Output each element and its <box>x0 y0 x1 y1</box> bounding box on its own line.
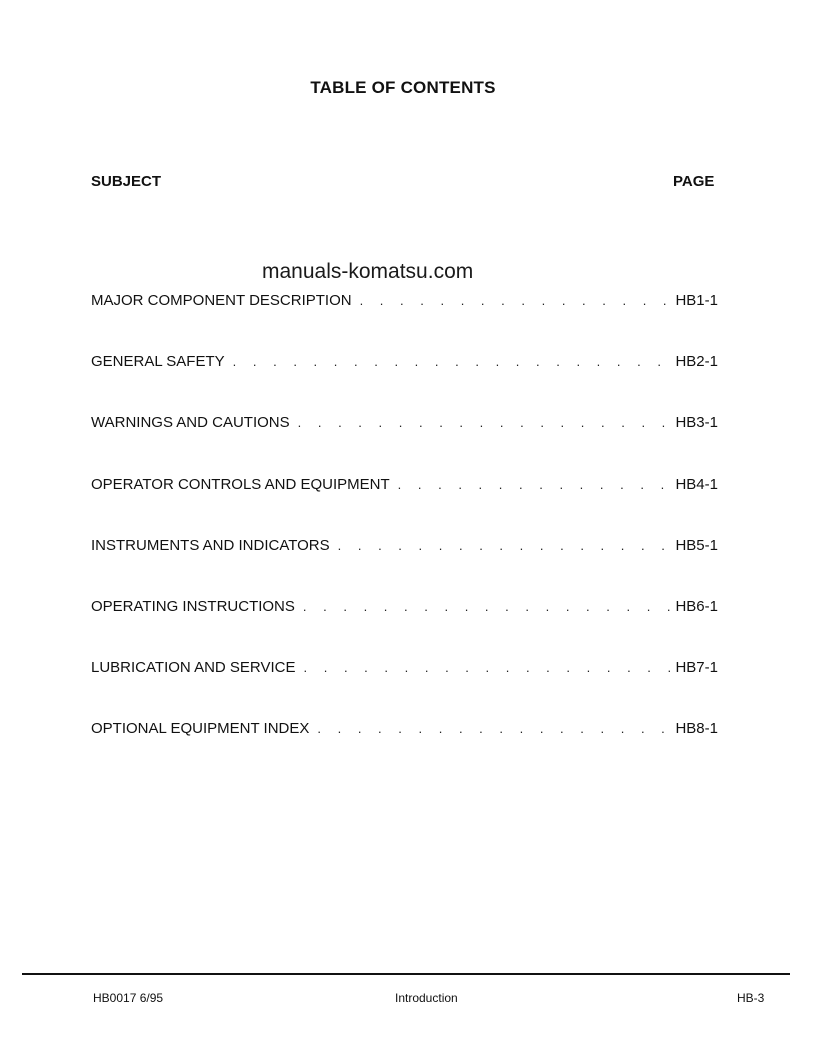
dot-leader <box>303 599 672 614</box>
toc-entry-page: HB4-1 <box>675 475 718 493</box>
page-column-heading: PAGE <box>673 173 715 190</box>
footer-section-name: Introduction <box>395 991 458 1005</box>
dot-leader <box>304 660 672 675</box>
toc-entry-subject: GENERAL SAFETY <box>91 353 225 371</box>
toc-entry-operator-controls-and-equipment[interactable] <box>91 476 718 537</box>
toc-entry-operating-instructions[interactable] <box>91 598 718 659</box>
toc-list <box>91 292 718 782</box>
page-title: TABLE OF CONTENTS <box>310 78 496 97</box>
toc-entry-subject: OPERATOR CONTROLS AND EQUIPMENT <box>91 475 390 493</box>
toc-entry-optional-equipment-index[interactable] <box>91 720 718 781</box>
toc-entry-page: HB6-1 <box>675 597 718 615</box>
toc-entry-page: HB3-1 <box>675 414 718 432</box>
toc-entry-lubrication-and-service[interactable] <box>91 659 718 720</box>
toc-entry-page: HB5-1 <box>675 536 718 554</box>
footer-page-number: HB-3 <box>737 991 765 1005</box>
footer-divider <box>22 973 790 975</box>
toc-entry-page: HB1-1 <box>675 292 718 309</box>
dot-leader <box>398 477 672 492</box>
toc-entry-instruments-and-indicators[interactable] <box>91 537 718 598</box>
toc-entry-major-component-description[interactable] <box>91 292 718 353</box>
subject-column-heading: SUBJECT <box>91 173 162 190</box>
toc-entry-page: HB7-1 <box>675 659 718 677</box>
dot-leader <box>233 354 672 369</box>
toc-entry-subject: OPTIONAL EQUIPMENT INDEX <box>91 720 310 738</box>
dot-leader <box>298 415 672 430</box>
toc-entry-page: HB8-1 <box>675 720 718 738</box>
toc-entry-subject: WARNINGS AND CAUTIONS <box>91 414 290 432</box>
toc-entry-subject: LUBRICATION AND SERVICE <box>91 659 296 677</box>
toc-entry-general-safety[interactable] <box>91 353 718 414</box>
dot-leader <box>338 538 672 553</box>
footer-doc-code: HB0017 6/95 <box>93 991 164 1005</box>
watermark-text: manuals-komatsu.com <box>262 260 474 283</box>
toc-entry-warnings-and-cautions[interactable] <box>91 414 718 475</box>
toc-entry-subject: OPERATING INSTRUCTIONS <box>91 597 295 615</box>
dot-leader <box>360 293 672 308</box>
toc-entry-subject: MAJOR COMPONENT DESCRIPTION <box>91 292 352 309</box>
toc-entry-page: HB2-1 <box>675 353 718 371</box>
dot-leader <box>317 721 671 736</box>
toc-entry-subject: INSTRUMENTS AND INDICATORS <box>91 536 330 554</box>
